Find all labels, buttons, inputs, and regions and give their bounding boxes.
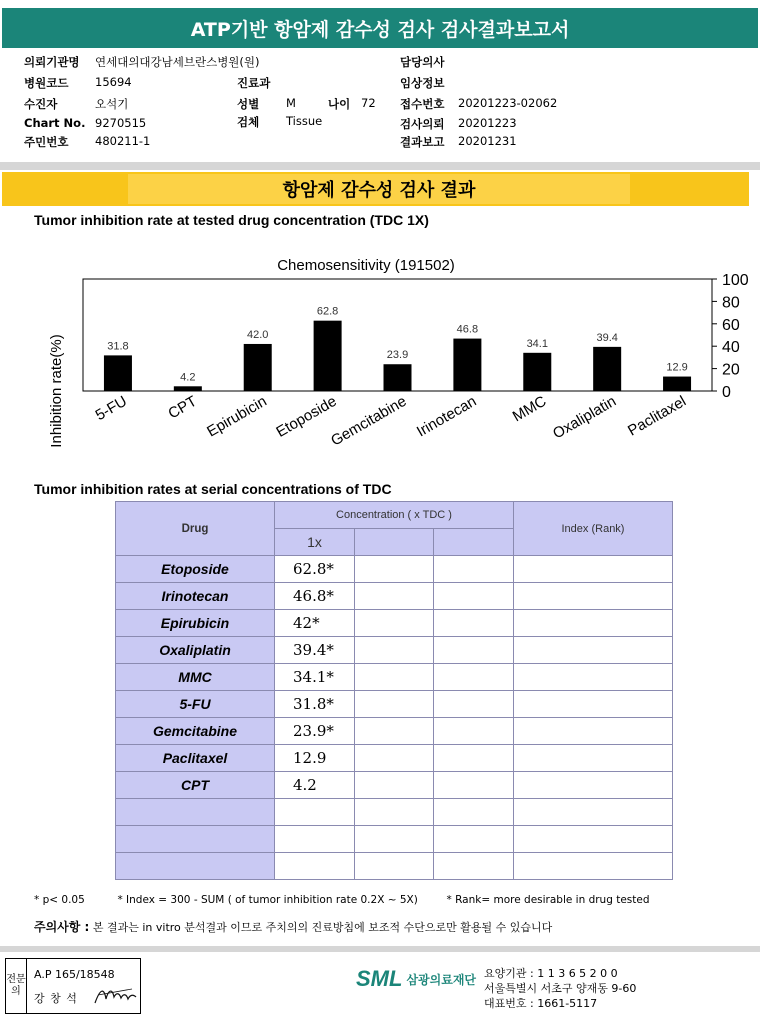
info-value: 9270515 — [95, 116, 147, 130]
empty-cell — [514, 583, 673, 610]
category-label: MMC — [509, 392, 550, 426]
caution-label: 주의사항 : — [34, 920, 90, 934]
empty-cell — [434, 583, 514, 610]
drug-cell: Epirubicin — [116, 610, 275, 637]
conc-header-empty — [355, 529, 434, 556]
empty-cell — [355, 718, 434, 745]
rank-note: * Rank= more desirable in drug tested — [446, 894, 650, 906]
value-1x-cell — [275, 853, 355, 880]
bar-data-label: 31.8 — [107, 340, 129, 353]
info-label: 수진자 — [24, 97, 58, 111]
empty-cell — [434, 610, 514, 637]
empty-cell — [514, 853, 673, 880]
chart-bar — [663, 377, 691, 391]
drug-cell: 5-FU — [116, 691, 275, 718]
drug-cell: CPT — [116, 772, 275, 799]
value-1x-cell: 34.1* — [275, 664, 355, 691]
p-note: * p< 0.05 — [34, 894, 85, 906]
empty-cell — [514, 826, 673, 853]
empty-cell — [355, 556, 434, 583]
results-table — [115, 501, 673, 880]
lab-logo-mark: SML — [356, 966, 403, 991]
y-tick-label: 80 — [722, 294, 740, 312]
empty-cell — [355, 772, 434, 799]
drug-cell: Etoposide — [116, 556, 275, 583]
patient-info — [0, 50, 760, 160]
empty-cell — [355, 664, 434, 691]
table-row — [116, 745, 673, 772]
empty-cell — [355, 583, 434, 610]
info-label: Chart No. — [24, 116, 86, 130]
category-label: Epirubicin — [204, 392, 270, 441]
lab-phone: 대표번호 : 1661-5117 — [484, 997, 598, 1010]
empty-cell — [514, 772, 673, 799]
table-row — [116, 691, 673, 718]
bar-data-label: 62.8 — [316, 305, 339, 318]
signature-box — [5, 958, 141, 1014]
divider — [0, 162, 760, 170]
info-label: 성별 — [237, 97, 260, 111]
value-1x-cell: 31.8* — [275, 691, 355, 718]
signature-name: 강 창 석 — [34, 992, 78, 1005]
concentration-header: Concentration ( x TDC ) — [275, 502, 514, 529]
lab-logo — [356, 966, 476, 992]
empty-cell — [514, 718, 673, 745]
value-1x-cell: 4.2 — [275, 772, 355, 799]
drug-cell: Gemcitabine — [116, 718, 275, 745]
drug-header: Drug — [116, 502, 275, 556]
info-label: 접수번호 — [400, 97, 445, 111]
chart-bar — [174, 386, 202, 391]
empty-cell — [514, 610, 673, 637]
empty-cell — [434, 664, 514, 691]
info-value: Tissue — [286, 114, 323, 128]
info-value: 연세대의대강남세브란스병원(원) — [95, 55, 260, 69]
empty-cell — [434, 718, 514, 745]
info-label: 진료과 — [237, 76, 271, 90]
report-title: ATP기반 항암제 감수성 검사 검사결과보고서 — [2, 8, 758, 48]
y-tick-label: 40 — [722, 339, 740, 357]
lab-name: 삼광의료재단 — [406, 972, 477, 987]
empty-cell — [514, 691, 673, 718]
info-label: 임상정보 — [400, 76, 445, 90]
drug-cell: MMC — [116, 664, 275, 691]
value-1x-cell: 62.8* — [275, 556, 355, 583]
info-value: 20201223-02062 — [458, 96, 558, 110]
info-value: 480211-1 — [95, 134, 151, 148]
lab-address: 서울특별시 서초구 양재동 9-60 — [484, 982, 637, 995]
signature-role: 전문의 — [6, 959, 27, 1013]
info-label: 주민번호 — [24, 135, 69, 149]
info-label: 의뢰기관명 — [24, 55, 80, 69]
bar-data-label: 34.1 — [526, 337, 548, 350]
empty-cell — [355, 691, 434, 718]
conc-header-empty — [434, 529, 514, 556]
empty-cell — [434, 745, 514, 772]
empty-cell — [434, 853, 514, 880]
age-label: 나이 — [328, 97, 351, 111]
table-row — [116, 583, 673, 610]
value-1x-cell: 23.9* — [275, 718, 355, 745]
table-row — [116, 772, 673, 799]
chart-bar — [314, 321, 342, 391]
table-row — [116, 799, 673, 826]
conc-1x-header: 1x — [275, 529, 355, 556]
category-label: Gemcitabine — [328, 392, 410, 450]
table-row — [116, 718, 673, 745]
value-1x-cell: 42* — [275, 610, 355, 637]
empty-cell — [514, 664, 673, 691]
drug-cell: Irinotecan — [116, 583, 275, 610]
handwritten-signature-icon — [92, 983, 138, 1007]
empty-cell — [434, 772, 514, 799]
empty-cell — [514, 799, 673, 826]
info-value: 15694 — [95, 75, 132, 89]
info-value: M — [286, 96, 296, 110]
chart-bar — [523, 353, 551, 391]
table-row — [116, 637, 673, 664]
category-label: CPT — [165, 392, 200, 423]
info-label: 병원코드 — [24, 76, 69, 90]
index-note: * Index = 300 - SUM ( of tumor inhibition rate 0.2X ~ 5X) — [117, 894, 418, 906]
bar-data-label: 42.0 — [247, 328, 269, 341]
info-label: 담당의사 — [400, 55, 445, 69]
info-label: 검체 — [237, 115, 260, 129]
y-tick-label: 0 — [722, 384, 731, 401]
value-1x-cell: 46.8* — [275, 583, 355, 610]
empty-cell — [355, 610, 434, 637]
y-tick-label: 60 — [722, 316, 740, 334]
footnote-line — [34, 894, 650, 906]
table-row — [116, 556, 673, 583]
empty-cell — [434, 637, 514, 664]
chemosensitivity-chart — [0, 236, 760, 476]
caution-line — [34, 918, 552, 935]
bar-data-label: 23.9 — [386, 349, 409, 362]
drug-cell — [116, 853, 275, 880]
bar-data-label: 12.9 — [666, 361, 688, 374]
lab-code: 요양기관 : 1 1 3 6 5 2 0 0 — [484, 967, 618, 980]
empty-cell — [514, 556, 673, 583]
drug-cell — [116, 826, 275, 853]
empty-cell — [434, 826, 514, 853]
info-label: 검사의뢰 — [400, 117, 445, 131]
value-1x-cell — [275, 799, 355, 826]
empty-cell — [434, 691, 514, 718]
y-tick-label: 100 — [722, 272, 749, 289]
empty-cell — [434, 556, 514, 583]
category-label: Etoposide — [273, 392, 340, 441]
chart-bar — [384, 364, 412, 391]
table-row — [116, 853, 673, 880]
drug-cell — [116, 799, 275, 826]
info-value: 20201223 — [458, 116, 517, 130]
caution-text: 본 결과는 in vitro 분석결과 이므로 주치의의 진료방침에 보조적 수단으로만 활용될 수 있습니다 — [92, 921, 553, 934]
chart-bar — [593, 347, 621, 391]
empty-cell — [355, 826, 434, 853]
drug-cell: Oxaliplatin — [116, 637, 275, 664]
table-row — [116, 826, 673, 853]
empty-cell — [355, 745, 434, 772]
chart-bar — [244, 344, 272, 391]
value-1x-cell — [275, 826, 355, 853]
info-value: 20201231 — [458, 134, 517, 148]
chart-ylabel: Inhibition rate(%) — [48, 334, 65, 448]
category-label: Irinotecan — [413, 392, 480, 441]
y-tick-label: 20 — [722, 361, 740, 379]
value-1x-cell: 12.9 — [275, 745, 355, 772]
bar-data-label: 4.2 — [180, 371, 196, 384]
empty-cell — [355, 799, 434, 826]
category-label: Oxaliplatin — [550, 392, 620, 443]
section1-title: Tumor inhibition rate at tested drug concentration (TDC 1X) — [34, 212, 429, 228]
bar-data-label: 46.8 — [456, 323, 479, 336]
chart-bar — [104, 355, 132, 391]
empty-cell — [434, 799, 514, 826]
empty-cell — [514, 637, 673, 664]
divider — [0, 946, 760, 952]
value-1x-cell: 39.4* — [275, 637, 355, 664]
info-label: 결과보고 — [400, 135, 445, 149]
age-value: 72 — [361, 96, 376, 110]
index-header: Index (Rank) — [514, 502, 673, 556]
empty-cell — [355, 637, 434, 664]
empty-cell — [514, 745, 673, 772]
chart-title: Chemosensitivity (191502) — [277, 257, 455, 274]
bar-data-label: 39.4 — [596, 331, 618, 344]
section2-title: Tumor inhibition rates at serial concentrations of TDC — [34, 481, 392, 497]
results-title: 항암제 감수성 검사 결과 — [128, 174, 630, 204]
signature-license: A.P 165/18548 — [34, 968, 115, 981]
table-row — [116, 610, 673, 637]
lab-info — [484, 966, 636, 1011]
empty-cell — [355, 853, 434, 880]
drug-cell: Paclitaxel — [116, 745, 275, 772]
table-row — [116, 664, 673, 691]
info-value: 오석기 — [95, 97, 129, 111]
category-label: Paclitaxel — [624, 392, 690, 440]
category-label: 5-FU — [92, 392, 130, 425]
chart-bar — [453, 339, 481, 391]
